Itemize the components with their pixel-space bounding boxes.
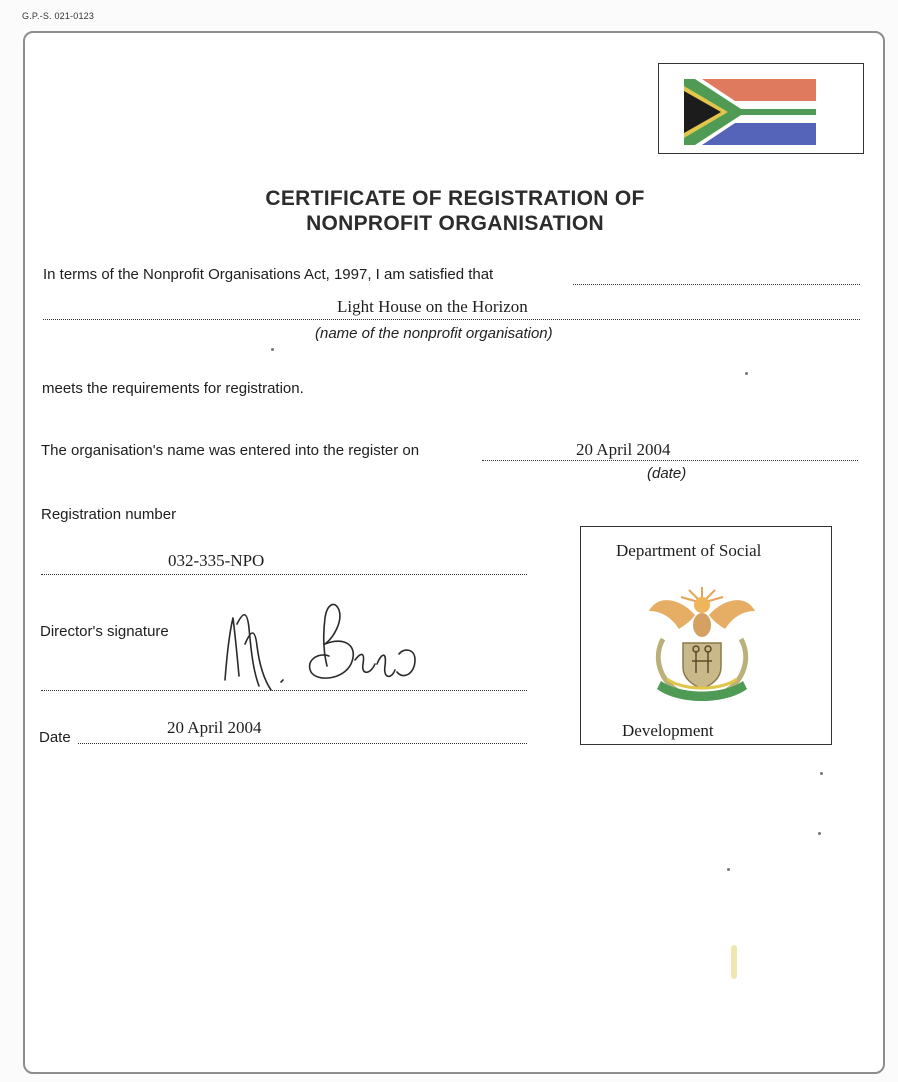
- certificate-title: [200, 186, 710, 236]
- stamp-line-1: Department of Social: [616, 541, 762, 560]
- register-date-dotted-line: [482, 460, 858, 461]
- registration-number-dotted-line: [41, 574, 527, 575]
- registration-number: 032-335-NPO: [168, 551, 265, 570]
- signature-dotted-line: [41, 690, 527, 691]
- registration-number-label: Registration number: [41, 506, 177, 523]
- director-signature-icon: [215, 594, 435, 694]
- title-line-2: NONPROFIT ORGANISATION: [306, 212, 604, 235]
- intro-dotted-line: [573, 284, 860, 285]
- south-african-flag-icon: [684, 79, 816, 145]
- scan-speck: [818, 832, 821, 835]
- scan-mark: [731, 945, 737, 979]
- form-code: G.P.-S. 021-0123: [22, 11, 95, 21]
- register-date-caption: (date): [647, 465, 687, 482]
- organisation-name: Light House on the Horizon: [337, 297, 528, 316]
- issue-date: 20 April 2004: [167, 718, 262, 737]
- date-label: Date: [39, 729, 71, 746]
- organisation-name-dotted-line: [43, 319, 860, 320]
- coat-of-arms-icon: [643, 581, 761, 705]
- scan-speck: [745, 372, 748, 375]
- stamp-line-2: Development: [622, 721, 714, 740]
- flag-box: [658, 63, 864, 154]
- requirements-statement: meets the requirements for registration.: [42, 380, 304, 397]
- title-line-1: CERTIFICATE OF REGISTRATION OF: [265, 187, 645, 210]
- scan-speck: [271, 348, 274, 351]
- register-entry-label: The organisation's name was entered into the register on: [41, 442, 420, 459]
- director-signature-label: Director's signature: [40, 623, 169, 640]
- scan-speck: [727, 868, 730, 871]
- register-date: 20 April 2004: [576, 440, 671, 459]
- scan-speck: [820, 772, 823, 775]
- department-stamp: [580, 526, 832, 745]
- date-dotted-line: [78, 743, 527, 744]
- organisation-name-caption: (name of the nonprofit organisation): [315, 325, 553, 342]
- intro-statement: In terms of the Nonprofit Organisations Act, 1997, I am satisfied that: [43, 266, 494, 283]
